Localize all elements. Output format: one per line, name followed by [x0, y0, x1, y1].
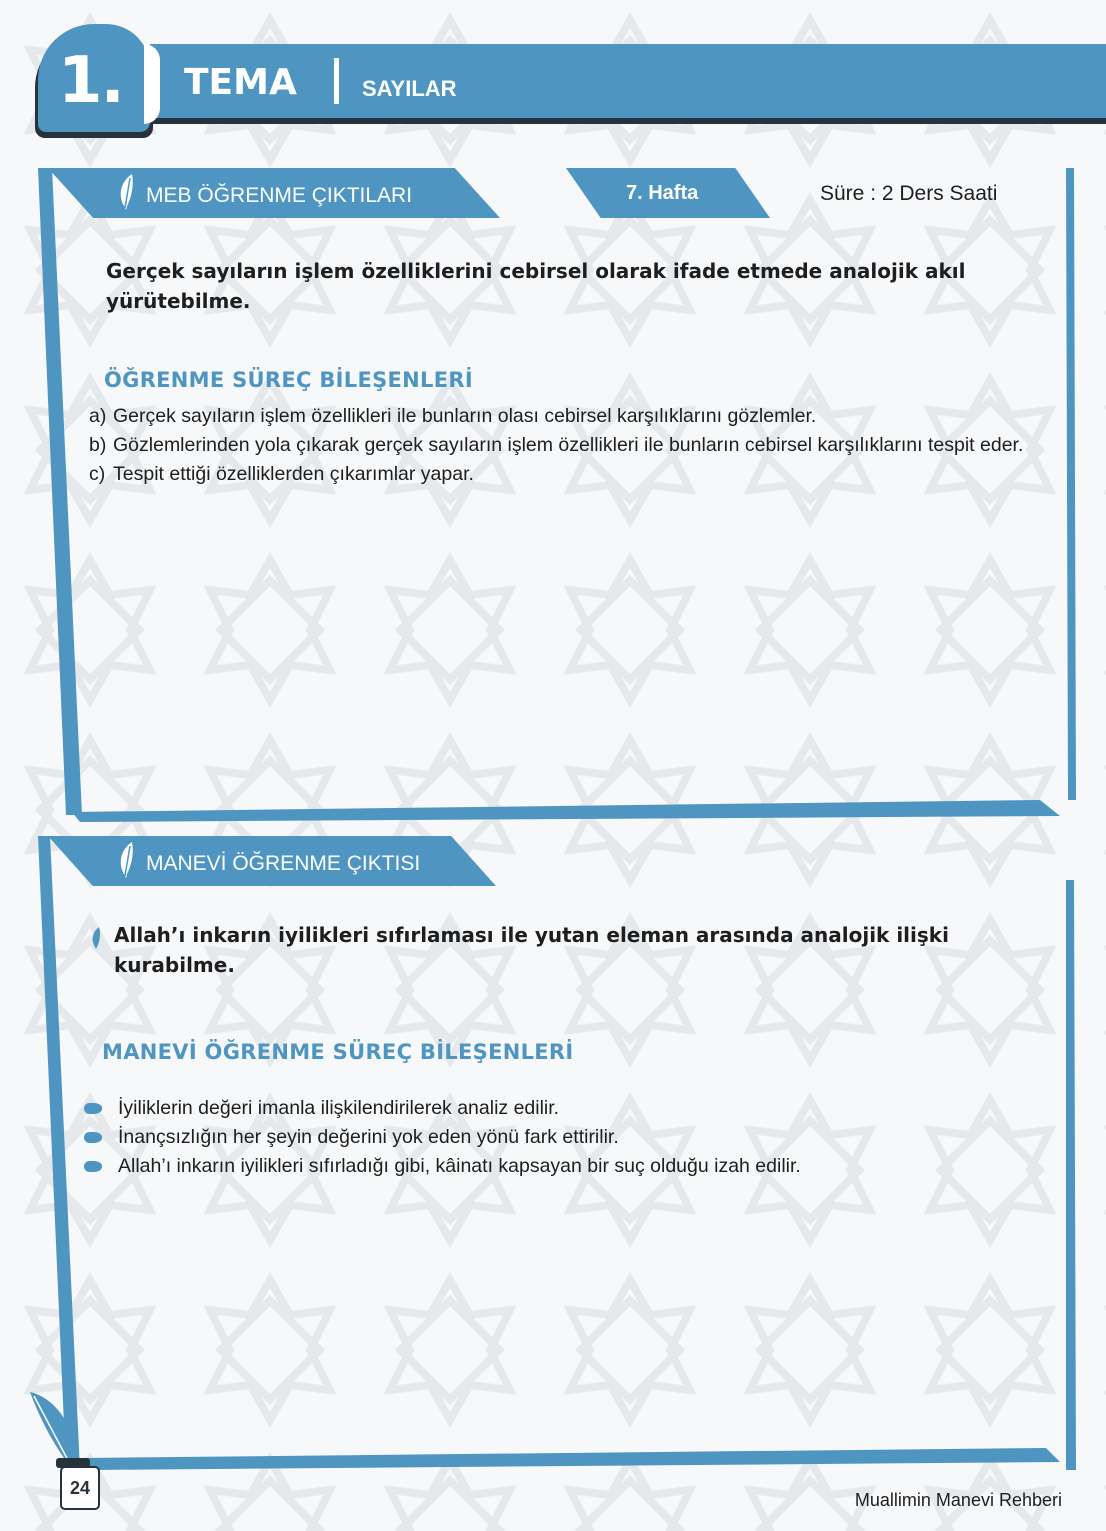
- week-label: 7. Hafta: [626, 182, 699, 204]
- manevi-outcome-text: Allah’ı inkarın iyilikleri sıfırlaması ile yutan eleman arasında analojik ilişki kurabilme.: [114, 923, 949, 977]
- list-marker: c): [89, 463, 106, 485]
- list-item-text: Tespit ettiği özelliklerden çıkarımlar yapar.: [113, 463, 474, 485]
- quill-icon: [116, 172, 138, 212]
- meb-outcome-text: Gerçek sayıların işlem özelliklerini cebirsel olarak ifade etmede analojik akıl yürütebilme.: [106, 259, 966, 313]
- theme-subject: SAYILAR: [362, 76, 457, 101]
- list-item-text: İyiliklerin değeri imanla ilişkilendirilerek analiz edilir.: [118, 1097, 560, 1119]
- quill-bullet-icon: [90, 926, 102, 950]
- list-item: [89, 460, 1039, 489]
- bullet-icon: [84, 1103, 102, 1114]
- quill-inkwell-icon: [26, 1388, 106, 1478]
- list-item-text: Gerçek sayıların işlem özellikleri ile bunların olası cebirsel karşılıklarını gözlemler.: [113, 405, 817, 427]
- process-components-heading: ÖĞRENME SÜREÇ BİLEŞENLERİ: [104, 368, 473, 392]
- process-components-list: [89, 402, 1039, 489]
- list-item-text: İnançsızlığın her şeyin değerini yok eden yönü fark ettirilir.: [118, 1126, 619, 1148]
- list-item: [84, 1152, 801, 1181]
- list-item-text: Allah’ı inkarın iyilikleri sıfırladığı gibi, kâinatı kapsayan bir suç olduğu izah edilir.: [118, 1155, 801, 1177]
- page-number: 24: [69, 1478, 91, 1498]
- list-item: [84, 1123, 801, 1152]
- bullet-icon: [84, 1161, 102, 1172]
- theme-label: TEMA: [184, 62, 297, 103]
- manevi-process-components-heading: MANEVİ ÖĞRENME SÜREÇ BİLEŞENLERİ: [102, 1040, 574, 1064]
- manevi-tab-label: MANEVİ ÖĞRENME ÇIKTISI: [146, 852, 421, 875]
- theme-number: 1.: [58, 44, 123, 118]
- book-title: Muallimin Manevi Rehberi: [854, 1490, 1062, 1510]
- list-marker: b): [89, 434, 107, 456]
- meb-tab-label-prefix: MEB: [146, 184, 192, 207]
- list-item: [89, 402, 1039, 431]
- list-item: [89, 431, 1039, 460]
- meb-tab-label: [146, 184, 412, 208]
- list-marker: a): [89, 405, 107, 427]
- list-item-text: Gözlemlerinden yola çıkarak gerçek sayıların işlem özellikleri ile bunların cebirsel karşılıklarını tespit eder.: [113, 434, 1024, 456]
- manevi-components-list: [84, 1094, 801, 1181]
- quill-icon: [116, 840, 138, 880]
- bullet-icon: [84, 1132, 102, 1143]
- meb-tab-label-main: ÖĞRENME ÇIKTILARI: [197, 184, 413, 207]
- duration-label: Süre : 2 Ders Saati: [820, 182, 998, 205]
- list-item: [84, 1094, 801, 1123]
